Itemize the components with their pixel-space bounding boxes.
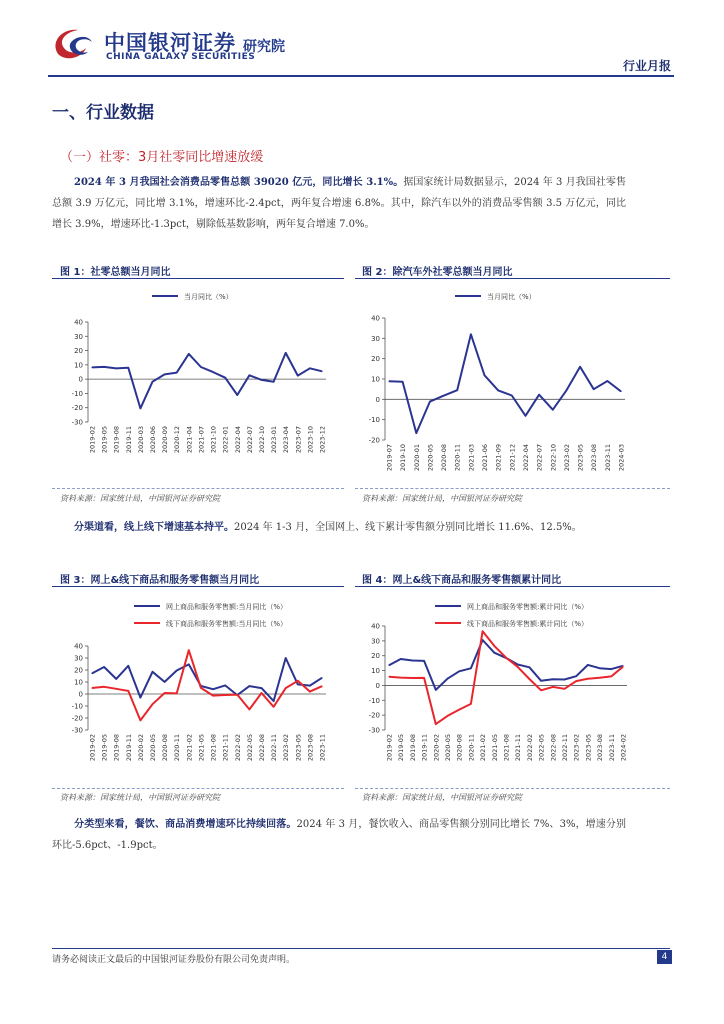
data-point <box>188 353 189 354</box>
x-tick-label: 2024-03 <box>617 444 626 472</box>
data-point <box>164 692 165 693</box>
data-point <box>200 366 201 367</box>
paragraph-1 <box>52 172 626 235</box>
data-point <box>176 693 177 694</box>
data-point <box>116 678 117 679</box>
data-point <box>611 676 612 677</box>
data-point <box>297 680 298 681</box>
y-tick-label: 0 <box>78 375 83 384</box>
paragraph-3-body: 2024 年 3 月，餐饮收入、商品零售额分别同比增长 7%、3%，增速分别环比-5.6pct、-1.9pct。 <box>52 819 627 851</box>
data-point <box>285 657 286 658</box>
x-tick-label: 2019-08 <box>408 734 417 762</box>
data-point <box>459 709 460 710</box>
data-point <box>435 723 436 724</box>
figure-4-title: 图 4：网上&线下商品和服务零售额累计同比 <box>362 575 562 586</box>
paragraph-1-lead: 2024 年 3 月我国社会消费品零售总额 39020 亿元，同比增长 3.1%。 <box>74 177 404 188</box>
data-point <box>552 686 553 687</box>
chart-2 <box>355 282 670 486</box>
data-point <box>552 679 553 680</box>
data-point <box>505 657 506 658</box>
x-tick-label: 2020-08 <box>455 734 464 762</box>
data-point <box>576 676 577 677</box>
x-tick-label: 2020-11 <box>467 734 476 762</box>
page-header <box>0 0 724 80</box>
data-point <box>447 715 448 716</box>
paragraph-2-body: 2024 年 1-3 月，全国网上、线下累计零售额分别同比增长 11.6%、12.5%。 <box>234 522 582 533</box>
x-tick-label: 2022-07 <box>245 426 254 454</box>
x-tick-label: 2023-11 <box>318 734 327 762</box>
data-point <box>566 390 567 391</box>
x-tick-label: 2022-10 <box>549 444 558 472</box>
x-tick-label: 2023-08 <box>596 734 605 762</box>
y-tick-label: 10 <box>371 375 380 384</box>
data-point <box>388 381 389 382</box>
data-point <box>470 334 471 335</box>
x-tick-label: 2023-02 <box>562 444 571 472</box>
data-point <box>599 668 600 669</box>
x-tick-label: 2022-10 <box>257 426 266 454</box>
x-tick-label: 2019-02 <box>88 734 97 762</box>
x-tick-label: 2023-11 <box>603 444 612 472</box>
x-tick-label: 2023-12 <box>318 426 327 454</box>
data-point <box>541 680 542 681</box>
y-tick-label: -10 <box>71 389 83 398</box>
data-point <box>424 677 425 678</box>
figure-3-title: 图 3：网上&线下商品和服务零售额当月同比 <box>60 575 260 586</box>
data-point <box>400 677 401 678</box>
x-tick-label: 2021-10 <box>209 426 218 454</box>
data-point <box>116 368 117 369</box>
y-tick-label: -10 <box>368 416 380 425</box>
x-tick-label: 2020-02 <box>136 734 145 762</box>
legend-label: 当月同比（%） <box>487 293 536 301</box>
data-point <box>91 687 92 688</box>
data-point <box>285 352 286 353</box>
data-point <box>104 686 105 687</box>
x-tick-label: 2019-11 <box>124 734 133 762</box>
y-tick-label: 40 <box>371 622 380 631</box>
y-tick-label: -10 <box>71 702 83 711</box>
y-tick-label: -30 <box>71 418 83 427</box>
data-point <box>564 688 565 689</box>
footer-divider <box>52 948 670 949</box>
x-tick-label: 2019-07 <box>385 444 394 472</box>
x-tick-label: 2022-01 <box>221 426 230 454</box>
data-point <box>402 381 403 382</box>
x-tick-label: 2019-10 <box>399 444 408 472</box>
data-point <box>576 681 577 682</box>
data-point <box>91 673 92 674</box>
data-point <box>152 704 153 705</box>
x-tick-label: 2019-05 <box>100 426 109 454</box>
page-number: 4 <box>657 950 672 964</box>
x-tick-label: 2020-03 <box>136 426 145 454</box>
y-tick-label: 30 <box>74 654 83 663</box>
header-divider <box>48 75 674 77</box>
x-tick-label: 2021-12 <box>508 444 517 472</box>
data-point <box>470 703 471 704</box>
data-point <box>412 660 413 661</box>
y-tick-label: -30 <box>368 726 380 735</box>
data-point <box>494 652 495 653</box>
series-line <box>92 658 322 701</box>
data-point <box>607 380 608 381</box>
figure-2-rule <box>355 278 670 279</box>
figure-2-source: 资料来源：国家统计局，中国银河证券研究院 <box>362 494 522 503</box>
figure-4-rule <box>355 586 670 587</box>
figure-3-source: 资料来源：国家统计局，中国银河证券研究院 <box>60 793 220 802</box>
data-point <box>104 666 105 667</box>
x-tick-label: 2022-02 <box>233 734 242 762</box>
data-point <box>321 677 322 678</box>
figure-1-rule <box>52 278 344 279</box>
x-tick-label: 2021-04 <box>185 426 194 454</box>
data-point <box>237 694 238 695</box>
data-point <box>188 664 189 665</box>
x-tick-label: 2019-05 <box>100 734 109 762</box>
data-point <box>140 697 141 698</box>
data-point <box>511 395 512 396</box>
data-point <box>261 688 262 689</box>
data-point <box>587 678 588 679</box>
x-tick-label: 2020-05 <box>149 734 158 762</box>
x-tick-label: 2019-08 <box>112 426 121 454</box>
data-point <box>552 409 553 410</box>
institute-label: 研究院 <box>243 39 285 55</box>
data-point <box>140 408 141 409</box>
x-tick-label: 2019-11 <box>124 426 133 454</box>
data-point <box>225 685 226 686</box>
data-point <box>400 658 401 659</box>
chart-3 <box>52 592 344 784</box>
data-point <box>188 650 189 651</box>
x-tick-label: 2021-02 <box>479 734 488 762</box>
y-tick-label: -20 <box>368 436 380 445</box>
x-tick-label: 2023-10 <box>306 426 315 454</box>
y-tick-label: 20 <box>74 347 83 356</box>
paragraph-3-lead: 分类型来看，餐饮、商品消费增速环比持续回落。 <box>74 819 297 830</box>
x-tick-label: 2022-04 <box>521 444 530 472</box>
data-point <box>435 689 436 690</box>
x-tick-label: 2020-09 <box>161 426 170 454</box>
data-point <box>321 371 322 372</box>
x-tick-label: 2020-02 <box>432 734 441 762</box>
data-point <box>164 374 165 375</box>
x-tick-label: 2022-11 <box>270 734 279 762</box>
x-tick-label: 2020-05 <box>426 444 435 472</box>
x-tick-label: 2019-08 <box>112 734 121 762</box>
x-tick-label: 2021-02 <box>185 734 194 762</box>
y-tick-label: 10 <box>74 361 83 370</box>
y-tick-label: -30 <box>71 726 83 735</box>
x-tick-label: 2022-05 <box>537 734 546 762</box>
data-point <box>261 692 262 693</box>
data-point <box>309 685 310 686</box>
x-tick-label: 2021-11 <box>514 734 523 762</box>
legend-label: 线下商品和服务零售额:累计同比（%） <box>467 620 589 628</box>
x-tick-label: 2024-02 <box>619 734 628 762</box>
y-tick-label: -20 <box>368 711 380 720</box>
x-tick-label: 2023-02 <box>282 734 291 762</box>
y-tick-label: 20 <box>371 355 380 364</box>
legend-label: 网上商品和服务零售额:累计同比（%） <box>467 603 589 611</box>
x-tick-label: 2022-05 <box>245 734 254 762</box>
x-tick-label: 2019-05 <box>397 734 406 762</box>
data-point <box>116 688 117 689</box>
x-tick-label: 2023-08 <box>590 444 599 472</box>
data-point <box>494 645 495 646</box>
data-point <box>529 678 530 679</box>
chart-4 <box>355 592 670 784</box>
data-point <box>309 691 310 692</box>
y-tick-label: 40 <box>74 642 83 651</box>
y-tick-label: 20 <box>371 652 380 661</box>
data-point <box>525 415 526 416</box>
figure-1-title: 图 1：社零总额当月同比 <box>60 267 171 278</box>
chart-1 <box>52 282 344 486</box>
data-point <box>579 366 580 367</box>
data-point <box>297 375 298 376</box>
x-tick-label: 2023-05 <box>576 444 585 472</box>
data-point <box>249 685 250 686</box>
x-tick-label: 2019-11 <box>420 734 429 762</box>
data-point <box>529 667 530 668</box>
x-tick-label: 2021-03 <box>467 444 476 472</box>
x-tick-label: 2020-05 <box>444 734 452 762</box>
x-tick-label: 2023-11 <box>607 734 616 762</box>
data-point <box>261 379 262 380</box>
figure-3-rule <box>52 586 344 587</box>
data-point <box>539 394 540 395</box>
x-tick-label: 2020-11 <box>453 444 462 472</box>
x-tick-label: 2022-04 <box>233 426 242 454</box>
data-point <box>200 687 201 688</box>
data-point <box>297 684 298 685</box>
data-point <box>388 665 389 666</box>
x-tick-label: 2023-08 <box>306 734 315 762</box>
report-type-label: 行业月报 <box>622 59 671 73</box>
data-point <box>517 664 518 665</box>
figure-4-source: 资料来源：国家统计局，中国银河证券研究院 <box>362 793 522 802</box>
series-line <box>389 334 621 433</box>
data-point <box>140 720 141 721</box>
paragraph-1-body: 据国家统计局数据显示，2024 年 3 月我国社零售总额 3.9 万亿元，同比增 3.1%，增速环比-2.4pct，两年复合增速 6.8%。其中，除汽车以外的消费品零售额 3.5 万亿元，同比增长 3.9%，增速环比-1.3pct，剔除低基数影响，两年复合增速 7.0%。 <box>52 177 626 230</box>
data-point <box>620 391 621 392</box>
figure-2-title: 图 2：除汽车外社零总额当月同比 <box>362 267 513 278</box>
data-point <box>249 709 250 710</box>
data-point <box>176 372 177 373</box>
x-tick-label: 2022-08 <box>257 734 266 762</box>
y-tick-label: 10 <box>74 678 83 687</box>
x-tick-label: 2020-11 <box>173 734 182 762</box>
disclaimer-note: 请务必阅读正文最后的中国银河证券股份有限公司免责声明。 <box>52 955 296 965</box>
y-tick-label: -20 <box>71 714 83 723</box>
data-point <box>457 390 458 391</box>
x-tick-label: 2021-05 <box>197 734 206 762</box>
x-tick-label: 2021-09 <box>494 444 503 472</box>
data-point <box>128 690 129 691</box>
figure-3-source-rule <box>52 788 344 789</box>
figure-1-source: 资料来源：国家统计局，中国银河证券研究院 <box>60 494 220 503</box>
data-point <box>273 700 274 701</box>
data-point <box>212 695 213 696</box>
subsection-title: （一）社零：3月社零同比增速放缓 <box>60 150 264 165</box>
data-point <box>587 664 588 665</box>
y-tick-label: -10 <box>368 696 380 705</box>
paragraph-3 <box>52 814 626 856</box>
data-point <box>622 666 623 667</box>
y-tick-label: 40 <box>371 314 380 323</box>
x-tick-label: 2020-08 <box>440 444 449 472</box>
y-tick-label: 30 <box>371 334 380 343</box>
section-title: 一、行业数据 <box>52 103 154 123</box>
galaxy-logo-icon <box>48 24 96 66</box>
data-point <box>285 688 286 689</box>
x-tick-label: 2021-08 <box>502 734 511 762</box>
data-point <box>424 660 425 661</box>
x-tick-label: 2020-12 <box>173 426 182 454</box>
legend-label: 当月同比（%） <box>184 293 233 301</box>
data-point <box>273 706 274 707</box>
x-tick-label: 2021-05 <box>490 734 499 762</box>
paragraph-2 <box>52 517 626 538</box>
data-point <box>611 668 612 669</box>
y-tick-label: -20 <box>71 404 83 413</box>
data-point <box>388 676 389 677</box>
data-point <box>273 381 274 382</box>
x-tick-label: 2019-02 <box>385 734 394 762</box>
data-point <box>541 690 542 691</box>
brand-name-en: CHINA GALAXY SECURITIES <box>106 52 256 62</box>
x-tick-label: 2020-06 <box>149 426 158 454</box>
x-tick-label: 2023-05 <box>584 734 593 762</box>
data-point <box>91 367 92 368</box>
x-tick-label: 2021-06 <box>481 444 490 472</box>
data-point <box>321 686 322 687</box>
data-point <box>164 681 165 682</box>
data-point <box>599 677 600 678</box>
data-point <box>482 631 483 632</box>
y-tick-label: 0 <box>375 395 380 404</box>
figure-1-source-rule <box>52 488 344 489</box>
x-tick-label: 2021-07 <box>197 426 206 454</box>
x-tick-label: 2020-08 <box>161 734 170 762</box>
x-tick-label: 2022-08 <box>549 734 558 762</box>
data-point <box>152 381 153 382</box>
data-point <box>225 377 226 378</box>
data-point <box>564 679 565 680</box>
x-tick-label: 2022-11 <box>561 734 569 762</box>
data-point <box>498 390 499 391</box>
y-tick-label: 10 <box>371 667 380 676</box>
x-tick-label: 2023-07 <box>294 426 303 454</box>
x-tick-label: 2022-07 <box>535 444 544 472</box>
data-point <box>443 395 444 396</box>
data-point <box>484 375 485 376</box>
figure-4-source-rule <box>355 788 670 789</box>
data-point <box>309 368 310 369</box>
y-tick-label: 0 <box>78 690 83 699</box>
data-point <box>447 678 448 679</box>
data-point <box>212 372 213 373</box>
data-point <box>416 432 417 433</box>
brand-name-cn: 中国银河证券 <box>104 31 236 55</box>
y-tick-label: 30 <box>74 332 83 341</box>
x-tick-label: 2021-08 <box>209 734 218 762</box>
series-line <box>92 353 322 409</box>
x-tick-label: 2023-04 <box>282 426 291 454</box>
data-point <box>176 670 177 671</box>
x-tick-label: 2023-01 <box>270 426 279 454</box>
data-point <box>128 665 129 666</box>
x-tick-label: 2020-01 <box>412 444 421 472</box>
paragraph-2-lead: 分渠道看，线上线下增速基本持平。 <box>74 522 234 533</box>
y-tick-label: 40 <box>74 318 83 327</box>
x-tick-label: 2023-05 <box>294 734 303 762</box>
legend-label: 网上商品和服务零售额:当月同比（%） <box>166 603 288 611</box>
y-tick-label: 0 <box>375 681 380 690</box>
y-tick-label: 20 <box>74 666 83 675</box>
data-point <box>429 401 430 402</box>
data-point <box>470 668 471 669</box>
data-point <box>212 689 213 690</box>
figure-2-source-rule <box>355 488 670 489</box>
x-tick-label: 2019-02 <box>88 426 97 454</box>
data-point <box>459 671 460 672</box>
x-tick-label: 2023-02 <box>572 734 581 762</box>
x-tick-label: 2021-11 <box>221 734 230 762</box>
x-tick-label: 2022-02 <box>525 734 534 762</box>
data-point <box>104 366 105 367</box>
y-tick-label: 30 <box>371 637 380 646</box>
data-point <box>412 677 413 678</box>
legend-label: 线下商品和服务零售额:当月同比（%） <box>166 620 288 628</box>
data-point <box>152 671 153 672</box>
data-point <box>237 394 238 395</box>
data-point <box>593 389 594 390</box>
data-point <box>225 694 226 695</box>
data-point <box>128 367 129 368</box>
data-point <box>249 375 250 376</box>
data-point <box>517 666 518 667</box>
